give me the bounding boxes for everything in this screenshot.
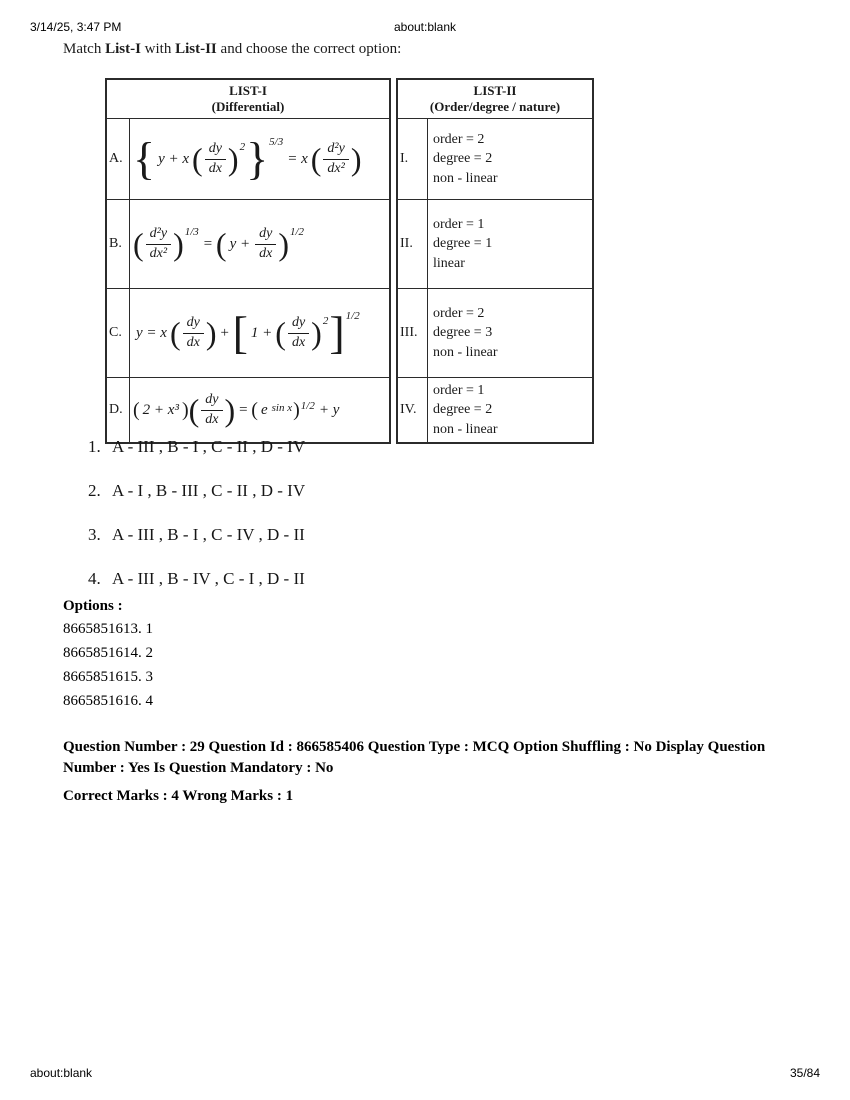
match-text-iv: [428, 378, 594, 444]
answer-option-2: [88, 481, 305, 501]
list1-header: [106, 79, 390, 119]
print-footer-url: about:blank: [30, 1066, 93, 1080]
formula-cell-b: [130, 200, 391, 289]
question-prompt: [63, 41, 401, 58]
option-id: 8665851616. 4: [63, 693, 153, 709]
list2-subtitle: (Order/degree / nature): [429, 99, 561, 114]
table-row: [106, 289, 390, 378]
match-line: order = 1: [433, 382, 485, 398]
row-label-b: B.: [106, 200, 130, 289]
option-number: 2.: [88, 481, 101, 500]
match-label-iv: IV.: [397, 378, 428, 444]
print-page-number: 35/84: [789, 1066, 820, 1080]
question-metadata: [63, 737, 793, 807]
match-lists: [105, 78, 594, 444]
option-text: A - I , B - III , C - II , D - IV: [112, 481, 306, 500]
question-meta-line1: Question Number : 29 Question Id : 866585406 Question Type : MCQ Option Shuffling : No Display Question Number : Yes Is Question Mandatory : No: [63, 739, 766, 777]
formula-d: ( 2 + x³ ) ( dy dx ) = ( e sin x ) 1/2 + y: [133, 391, 340, 428]
match-line: non - linear: [433, 421, 498, 437]
print-header-title: about:blank: [393, 20, 457, 34]
formula-c: y = x ( dy dx ) + [ 1 + ( dy dx ) 2 ] 1/2: [136, 307, 360, 358]
match-line: degree = 2: [433, 402, 493, 418]
option-number: 4.: [88, 569, 101, 588]
formula-b: ( d²y dx² ) 1/3 = ( y + $\frac{dy}{dx}$ ) 1/2: [133, 225, 305, 262]
table-row: [397, 200, 593, 289]
table-row: [106, 119, 390, 200]
list2-header: [397, 79, 593, 119]
option-id: 8665851615. 3: [63, 669, 153, 685]
match-label-iii: III.: [397, 289, 428, 378]
option-id: 8665851613. 1: [63, 621, 153, 637]
formula-cell-d: [130, 378, 391, 444]
prompt-list2: List-II: [175, 41, 217, 57]
match-text-iii: [428, 289, 594, 378]
table-row: [106, 378, 390, 444]
match-line: degree = 1: [433, 236, 493, 252]
list2-table: [396, 78, 594, 444]
option-number: 3.: [88, 525, 101, 544]
print-datetime: 3/14/25, 3:47 PM: [30, 20, 122, 34]
answer-option-1: [88, 437, 305, 457]
answer-option-4: [88, 569, 305, 589]
options-label: Options :: [63, 598, 123, 614]
formula-a: { y + x ( dy dx ) 2 } 5/3 = x ( d²y dx² ): [133, 133, 362, 184]
question-meta-line2: Correct Marks : 4 Wrong Marks : 1: [63, 787, 294, 804]
option-text: A - III , B - I , C - II , D - IV: [112, 437, 306, 456]
match-text-ii: [428, 200, 594, 289]
match-line: non - linear: [433, 170, 498, 186]
row-label-c: C.: [106, 289, 130, 378]
prompt-mid: with: [140, 41, 176, 57]
answer-option-3: [88, 525, 305, 545]
list1-table: [105, 78, 391, 444]
option-number: 1.: [88, 437, 101, 456]
answer-options: [88, 437, 305, 613]
row-label-a: A.: [106, 119, 130, 200]
formula-cell-c: [130, 289, 391, 378]
option-text: A - III , B - IV , C - I , D - II: [112, 569, 305, 588]
option-id-list: [63, 621, 153, 717]
match-line: degree = 3: [433, 325, 493, 341]
table-row: [106, 200, 390, 289]
list1-subtitle: (Differential): [211, 99, 285, 114]
prompt-list1: List-I: [105, 41, 141, 57]
match-label-ii: II.: [397, 200, 428, 289]
row-label-d: D.: [106, 378, 130, 444]
table-row: [397, 289, 593, 378]
match-line: linear: [433, 255, 465, 271]
list1-title: LIST-I: [229, 82, 267, 98]
match-text-i: [428, 119, 594, 200]
match-line: order = 2: [433, 305, 485, 321]
list2-header-row: [397, 79, 593, 119]
match-line: degree = 2: [433, 151, 493, 167]
list2-title: LIST-II: [473, 82, 517, 98]
table-row: [397, 119, 593, 200]
option-id: 8665851614. 2: [63, 645, 153, 661]
match-label-i: I.: [397, 119, 428, 200]
option-text: A - III , B - I , C - IV , D - II: [112, 525, 305, 544]
match-line: order = 1: [433, 216, 485, 232]
formula-cell-a: [130, 119, 391, 200]
list1-header-row: [106, 79, 390, 119]
prompt-pre: Match: [63, 41, 106, 57]
table-row: [397, 378, 593, 444]
match-line: order = 2: [433, 131, 485, 147]
prompt-post: and choose the correct option:: [216, 41, 402, 57]
match-line: non - linear: [433, 344, 498, 360]
